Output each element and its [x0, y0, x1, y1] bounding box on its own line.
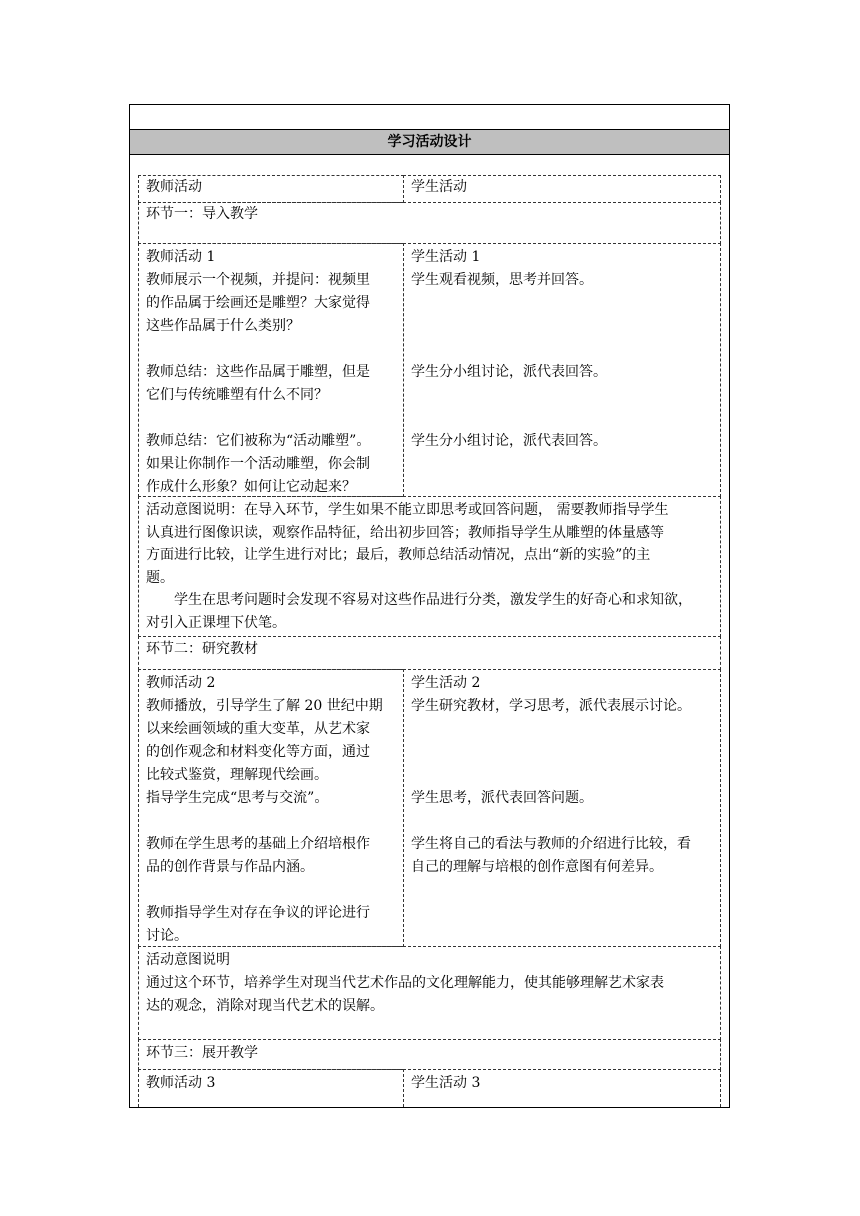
stage1-teacher-summary2: 教师总结：它们被称为“活动雕塑”。	[146, 433, 371, 449]
stage1-teacher-summary1: 它们与传统雕塑有什么不同？	[146, 387, 328, 403]
stage2-title: 环节二：研究教材	[146, 641, 258, 657]
stage3-teacher-cell	[138, 1069, 404, 1107]
stage2-student-para3: 学生将自己的看法与教师的介绍进行比较，看	[411, 836, 691, 852]
stage1-student-heading: 学生活动 1	[411, 249, 481, 265]
stage1-teacher-summary2: 作成什么形象？如何让它动起来？	[146, 479, 356, 495]
stage1-teacher-summary2: 如果让你制作一个活动雕塑，你会制	[146, 456, 370, 472]
stage2-title-row	[138, 636, 721, 670]
stage1-student-line: 学生分小组讨论，派代表回答。	[411, 364, 607, 380]
stage2-teacher-para3: 教师指导学生对存在争议的评论进行	[146, 905, 370, 921]
stage1-teacher-line: 的作品属于绘画还是雕塑？大家觉得	[146, 295, 370, 311]
header-teacher-label: 教师活动	[146, 179, 202, 195]
stage1-teacher-line: 教师展示一个视频，并提问：视频里	[146, 272, 370, 288]
section-title: 学习活动设计	[130, 129, 729, 155]
stage1-intent-line: 活动意图说明：在导入环节，学生如果不能立即思考或回答问题， 需要教师指导学生	[146, 502, 669, 518]
stage1-teacher-line: 这些作品属于什么类别？	[146, 318, 300, 334]
stage2-teacher-line: 指导学生完成“思考与交流”。	[146, 790, 329, 806]
stage2-teacher-line: 比较式鉴赏，理解现代绘画。	[146, 767, 328, 783]
stage3-teacher-heading: 教师活动 3	[146, 1075, 216, 1091]
stage2-teacher-heading: 教师活动 2	[146, 675, 216, 691]
stage1-intent-para2: 对引入正课埋下伏笔。	[146, 614, 286, 631]
stage1-student-line: 学生观看视频，思考并回答。	[411, 272, 593, 288]
stage1-intent-line: 认真进行图像识读，观察作品特征，给出初步回答；教师指导学生从雕塑的体量感等	[146, 524, 664, 541]
stage2-student-heading: 学生活动 2	[411, 675, 481, 691]
stage2-student-cell	[403, 669, 721, 947]
stage2-teacher-cell	[138, 669, 404, 947]
stage2-teacher-line: 教师播放，引导学生了解 20 世纪中期	[146, 698, 383, 714]
stage1-intent-para2: 学生在思考问题时会发现不容易对这些作品进行分类，激发学生的好奇心和求知欲，	[174, 592, 692, 608]
stage3-student-heading: 学生活动 3	[411, 1075, 481, 1091]
stage2-teacher-para2: 品的创作背景与作品内涵。	[146, 859, 314, 875]
header-student	[403, 175, 721, 203]
stage1-intent-line: 方面进行比较，让学生进行对比；最后，教师总结活动情况，点出“新的实验”的主	[146, 547, 651, 563]
stage1-intent-cell	[138, 496, 721, 637]
stage1-teacher-summary1: 教师总结：这些作品属于雕塑，但是	[146, 364, 370, 380]
stage1-title-row	[138, 202, 721, 244]
stage2-intent-line: 达的观念，消除对现当代艺术的误解。	[146, 998, 384, 1014]
stage1-teacher-cell	[138, 243, 404, 497]
stage1-student-line: 学生分小组讨论，派代表回答。	[411, 433, 607, 449]
stage1-student-cell	[403, 243, 721, 497]
stage1-title: 环节一：导入教学	[146, 206, 258, 222]
header-student-label: 学生活动	[411, 179, 467, 195]
stage2-intent-cell	[138, 946, 721, 1040]
stage2-intent-line: 通过这个环节，培养学生对现当代艺术作品的文化理解能力，使其能够理解艺术家表	[146, 975, 664, 991]
stage2-teacher-para3: 讨论。	[146, 928, 188, 944]
stage3-student-cell	[403, 1069, 721, 1107]
stage1-intent-line: 题。	[146, 569, 174, 586]
stage3-title-row	[138, 1039, 721, 1070]
stage2-student-line: 学生研究教材，学习思考，派代表展示讨论。	[411, 698, 691, 714]
stage1-teacher-heading: 教师活动 1	[146, 249, 216, 265]
stage2-student-para3: 自己的理解与培根的创作意图有何差异。	[411, 859, 663, 875]
stage2-teacher-line: 以来绘画领域的重大变革，从艺术家	[146, 721, 370, 737]
stage2-teacher-para2: 教师在学生思考的基础上介绍培根作	[146, 836, 370, 852]
stage3-title: 环节三：展开教学	[146, 1045, 258, 1061]
stage2-intent-heading: 活动意图说明	[146, 952, 230, 968]
header-teacher	[138, 175, 404, 203]
stage2-student-line: 学生思考，派代表回答问题。	[411, 790, 593, 806]
stage2-teacher-line: 的创作观念和材料变化等方面，通过	[146, 744, 370, 760]
